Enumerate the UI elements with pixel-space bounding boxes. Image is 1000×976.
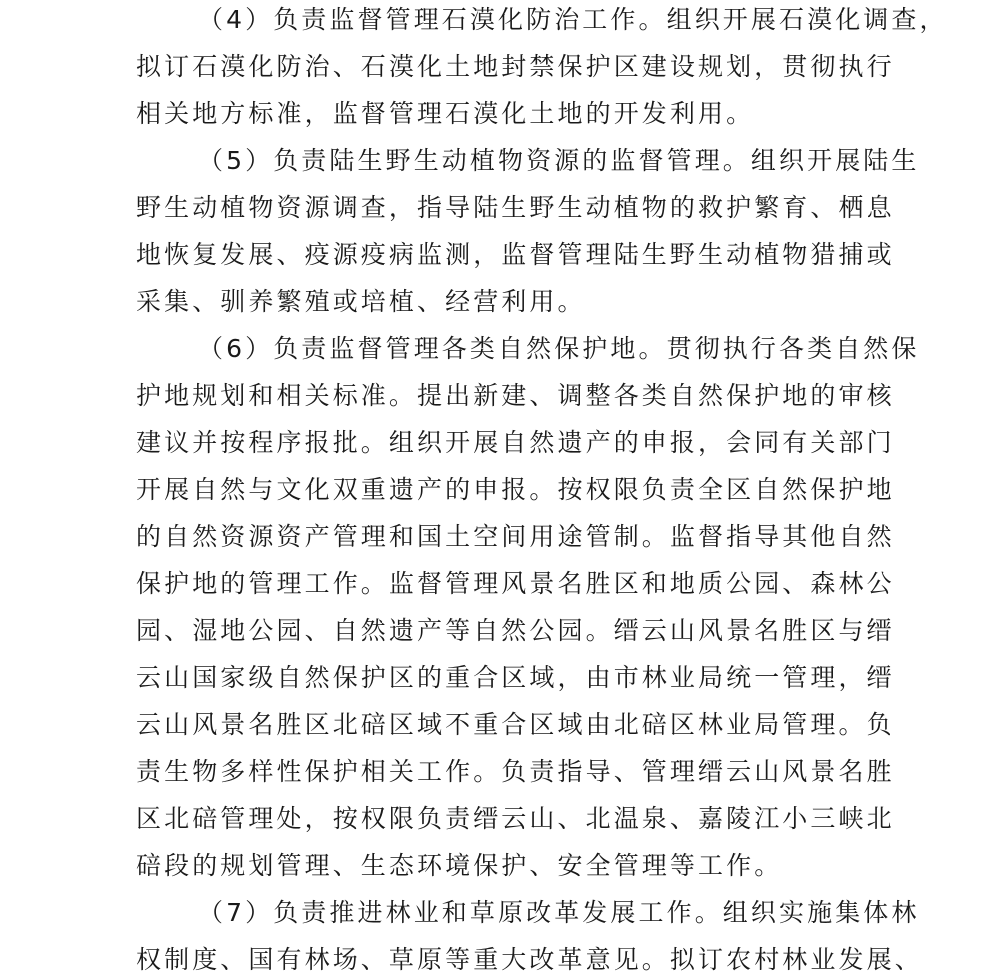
paragraph-6-line-9: 云山风景名胜区北碚区域不重合区域由北碚区林业局管理。负: [136, 710, 895, 739]
paragraph-6-line-2: 护地规划和相关标准。提出新建、调整各类自然保护地的审核: [136, 381, 895, 410]
paragraph-6-line-5: 的自然资源资产管理和国土空间用途管制。监督指导其他自然: [136, 522, 895, 551]
paragraph-7-line-1: （7）负责推进林业和草原改革发展工作。组织实施集体林: [198, 898, 920, 927]
paragraph-5-line-1: （5）负责陆生野生动植物资源的监督管理。组织开展陆生: [198, 146, 920, 175]
paragraph-6-line-6: 保护地的管理工作。监督管理风景名胜区和地质公园、森林公: [136, 569, 895, 598]
paragraph-4-line-1: （4）负责监督管理石漠化防治工作。组织开展石漠化调查，: [198, 5, 948, 34]
paragraph-5-line-3: 地恢复发展、疫源疫病监测，监督管理陆生野生动植物猎捕或: [136, 240, 895, 269]
paragraph-6-line-3: 建议并按程序报批。组织开展自然遗产的申报，会同有关部门: [136, 428, 895, 457]
paragraph-5-line-2: 野生动植物资源调查，指导陆生野生动植物的救护繁育、栖息: [136, 193, 895, 222]
paragraph-4-line-3: 相关地方标准，监督管理石漠化土地的开发利用。: [136, 99, 755, 128]
paragraph-4-line-2: 拟订石漠化防治、石漠化土地封禁保护区建设规划，贯彻执行: [136, 52, 895, 81]
paragraph-6-line-1: （6）负责监督管理各类自然保护地。贯彻执行各类自然保: [198, 334, 920, 363]
paragraph-6-line-7: 园、湿地公园、自然遗产等自然公园。缙云山风景名胜区与缙: [136, 616, 895, 645]
paragraph-6-line-10: 责生物多样性保护相关工作。负责指导、管理缙云山风景名胜: [136, 757, 895, 786]
paragraph-6-line-4: 开展自然与文化双重遗产的申报。按权限负责全区自然保护地: [136, 475, 895, 504]
paragraph-6-line-12: 碚段的规划管理、生态环境保护、安全管理等工作。: [136, 851, 783, 880]
paragraph-7-line-2: 权制度、国有林场、草原等重大改革意见。拟订农村林业发展、: [136, 945, 923, 974]
paragraph-6-line-11: 区北碚管理处，按权限负责缙云山、北温泉、嘉陵江小三峡北: [136, 804, 895, 833]
paragraph-5-line-4: 采集、驯养繁殖或培植、经营利用。: [136, 287, 586, 316]
paragraph-6-line-8: 云山国家级自然保护区的重合区域，由市林业局统一管理，缙: [136, 663, 895, 692]
